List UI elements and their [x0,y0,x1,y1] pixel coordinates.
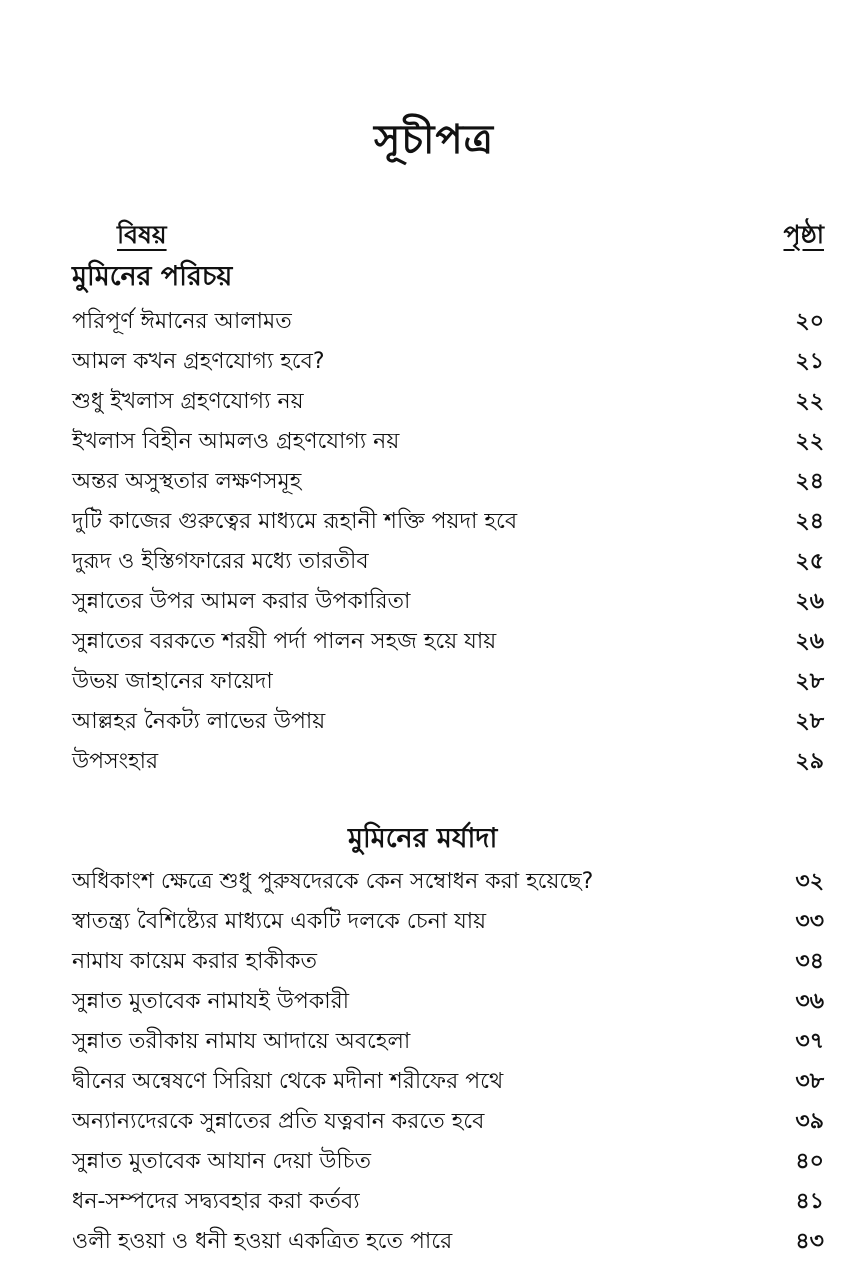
toc-entry-page: ৩৪ [795,949,824,974]
toc-entry-page: ৪১ [795,1189,824,1214]
section-heading-1: মুমিনের পরিচয় [72,261,233,292]
toc-entry[interactable] [72,462,824,502]
toc-entry-title: ওলী হওয়া ও ধনী হওয়া একত্রিত হতে পারে [72,1229,453,1254]
toc-list-section-1 [72,302,824,782]
toc-entry-page: ২০ [795,309,824,334]
toc-entry[interactable] [72,502,824,542]
section-heading-2: মুমিনের মর্যাদা [348,823,498,854]
toc-entry-page: ৩৯ [795,1109,824,1134]
toc-entry-title: সুন্নাতের বরকতে শরয়ী পর্দা পালন সহজ হয়ে যায় [72,629,497,654]
toc-entry[interactable] [72,1222,824,1262]
toc-entry[interactable] [72,422,824,462]
toc-entry-title: স্বাতন্ত্র্য বৈশিষ্ট্যের মাধ্যমে একটি দলকে চেনা যায় [72,909,487,934]
toc-entry[interactable] [72,1142,824,1182]
toc-entry-page: ৩৩ [795,909,824,934]
toc-entry-title: ইখলাস বিহীন আমলও গ্রহণযোগ্য নয় [72,429,400,454]
toc-entry-title: আল্লহর নৈকট্য লাভের উপায় [72,709,326,734]
toc-entry[interactable] [72,1062,824,1102]
toc-entry-title: আমল কখন গ্রহণযোগ্য হবে? [72,349,325,374]
toc-entry[interactable] [72,1022,824,1062]
toc-entry-page: ২৬ [795,589,824,614]
toc-entry-title: পরিপূর্ণ ঈমানের আলামত [72,309,292,334]
toc-entry[interactable] [72,702,824,742]
page-column-header: পৃষ্ঠা [783,220,824,249]
toc-entry-title: দুরূদ ও ইস্তিগফারের মধ্যে তারতীব [72,549,369,574]
toc-entry-page: ২৫ [795,549,824,574]
toc-entry-page: ৩৭ [795,1029,824,1054]
toc-entry-page: ৪০ [795,1149,824,1174]
toc-entry-page: ৩২ [795,869,824,894]
toc-entry-title: সুন্নাত মুতাবেক নামাযই উপকারী [72,989,349,1014]
toc-entry-title: উভয় জাহানের ফায়েদা [72,669,273,694]
toc-entry-title: দুটি কাজের গুরুত্বের মাধ্যমে রূহানী শক্তি পয়দা হবে [72,509,518,534]
toc-entry-title: অন্যান্যদেরকে সুন্নাতের প্রতি যত্নবান করতে হবে [72,1109,485,1134]
toc-entry-page: ২৮ [795,669,824,694]
toc-entry[interactable] [72,382,824,422]
toc-entry-title: সুন্নাত তরীকায় নামায আদায়ে অবহেলা [72,1029,411,1054]
toc-entry-title: অধিকাংশ ক্ষেত্রে শুধু পুরুষদেরকে কেন সম্বোধন করা হয়েছে? [72,869,594,894]
toc-entry-title: সুন্নাতের উপর আমল করার উপকারিতা [72,589,411,614]
toc-entry[interactable] [72,342,824,382]
page-title: সূচীপত্র [374,117,494,163]
toc-list-section-2 [72,862,824,1262]
toc-entry-title: দ্বীনের অন্বেষণে সিরিয়া থেকে মদীনা শরীফের পথে [72,1069,504,1094]
toc-entry-page: ৩৮ [795,1069,824,1094]
toc-entry-page: ২৪ [795,469,824,494]
toc-entry[interactable] [72,742,824,782]
subject-column-header: বিষয় [117,220,167,249]
toc-entry-page: ৪৩ [795,1229,824,1254]
toc-entry-page: ২১ [795,349,824,374]
toc-entry-page: ২২ [795,429,824,454]
toc-entry[interactable] [72,1102,824,1142]
toc-entry[interactable] [72,662,824,702]
toc-entry[interactable] [72,1182,824,1222]
toc-entry-page: ২৬ [795,629,824,654]
toc-entry-title: সুন্নাত মুতাবেক আযান দেয়া উচিত [72,1149,372,1174]
toc-entry-page: ২৪ [795,509,824,534]
toc-entry-title: নামায কায়েম করার হাকীকত [72,949,318,974]
toc-entry[interactable] [72,542,824,582]
toc-entry-page: ২৯ [795,749,824,774]
toc-entry[interactable] [72,862,824,902]
toc-entry-title: উপসংহার [72,749,159,774]
toc-entry-title: অন্তর অসুস্থতার লক্ষণসমূহ [72,469,302,494]
toc-entry[interactable] [72,982,824,1022]
toc-entry-title: শুধু ইখলাস গ্রহণযোগ্য নয় [72,389,304,414]
toc-entry[interactable] [72,942,824,982]
toc-entry-page: ২২ [795,389,824,414]
toc-entry-title: ধন-সম্পদের সদ্ব্যবহার করা কর্তব্য [72,1189,360,1214]
toc-entry-page: ২৮ [795,709,824,734]
toc-entry[interactable] [72,302,824,342]
toc-entry[interactable] [72,582,824,622]
toc-entry-page: ৩৬ [795,989,824,1014]
toc-entry[interactable] [72,622,824,662]
toc-entry[interactable] [72,902,824,942]
